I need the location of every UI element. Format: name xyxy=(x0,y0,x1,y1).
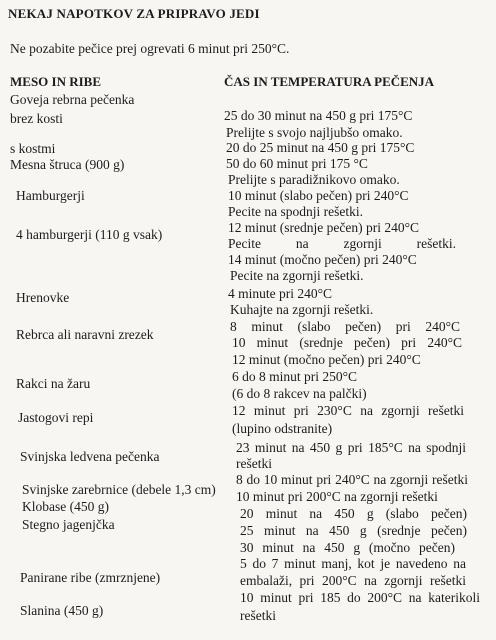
instruction-line: 10 minut (srednje pečen) pri 240°C xyxy=(232,335,462,350)
instruction-line: 20 minut na 450 g (slabo pečen) xyxy=(240,506,467,521)
food-item: Klobase (450 g) xyxy=(22,499,109,514)
instruction-line: 4 minute pri 240°C xyxy=(228,286,333,301)
intro-text: Ne pozabite pečice prej ogrevati 6 minut pri 250°C. xyxy=(10,41,290,56)
food-item: Rebrca ali naravni zrezek xyxy=(16,327,154,342)
instruction-line: 12 minut (močno pečen) pri 240°C xyxy=(232,352,421,367)
food-item: Goveja rebrna pečenka xyxy=(10,92,135,107)
instruction-line: 50 do 60 minut pri 175 °C xyxy=(226,156,368,171)
food-item: Rakci na žaru xyxy=(16,376,91,391)
instruction-line: 30 minut na 450 g (močno pečen) xyxy=(240,540,455,555)
instruction-line: (lupino odstranite) xyxy=(232,421,333,436)
instruction-line: 8 minut (slabo pečen) pri 240°C xyxy=(230,319,460,334)
food-item: s kostmi xyxy=(10,141,56,156)
instruction-line: 10 minut pri 185 do 200°C na katerikoli xyxy=(240,590,480,605)
header-time-temperature: ČAS IN TEMPERATURA PEČENJA xyxy=(224,74,435,89)
food-item: brez kosti xyxy=(10,111,63,126)
instruction-line: 10 minut (slabo pečen) pri 240°C xyxy=(228,188,409,203)
food-item: Stegno jagenjčka xyxy=(22,517,115,532)
food-item: Slanina (450 g) xyxy=(20,603,104,618)
instruction-line: embalaži, pri 200°C na zgornji rešetki xyxy=(240,573,466,588)
instruction-line: 10 minut pri 200°C na zgornji rešetki xyxy=(236,489,438,504)
instruction-line: Pecite na zgornji rešetki. xyxy=(230,268,364,283)
food-item: Mesna štruca (900 g) xyxy=(10,157,125,172)
food-item: Panirane ribe (zmrznjene) xyxy=(20,570,161,585)
food-item: Hamburgerji xyxy=(16,188,85,203)
instruction-line: 20 do 25 minut na 450 g pri 175°C xyxy=(226,140,415,155)
instruction-line: 25 do 30 minut na 450 g pri 175°C xyxy=(224,108,413,123)
instruction-line: 23 minut na 450 g pri 185°C na spodnji xyxy=(236,440,466,455)
instruction-line: rešetki xyxy=(240,608,276,623)
food-item: Hrenovke xyxy=(16,290,70,305)
instruction-line: Prelijte s paradižnikovo omako. xyxy=(228,172,400,187)
instruction-line: Pecite na zgornji rešetki. xyxy=(228,236,456,251)
instruction-line: 6 do 8 minut pri 250°C xyxy=(232,369,358,384)
header-meat-fish: MESO IN RIBE xyxy=(10,74,102,89)
instruction-line: 12 minut (srednje pečen) pri 240°C xyxy=(228,220,419,235)
instruction-line: 5 do 7 minut manj, kot je navedeno na xyxy=(240,556,466,571)
instruction-line: Prelijte s svojo najljubšo omako. xyxy=(226,125,403,140)
instruction-line: (6 do 8 rakcev na palčki) xyxy=(232,386,367,401)
instruction-line: 14 minut (močno pečen) pri 240°C xyxy=(228,252,417,267)
food-item: Jastogovi repi xyxy=(18,410,94,425)
instruction-line: 25 minut na 450 g (srednje pečen) xyxy=(240,523,467,538)
instruction-line: 12 minut pri 230°C na zgornji rešetki xyxy=(232,403,464,418)
food-item: Svinjske zarebrnice (debele 1,3 cm) xyxy=(22,482,216,497)
food-item: Svinjska ledvena pečenka xyxy=(20,449,160,464)
instruction-line: Kuhajte na zgornji rešetki. xyxy=(230,302,374,317)
instruction-line: rešetki xyxy=(236,456,272,471)
instruction-line: Pecite na spodnji rešetki. xyxy=(228,204,363,219)
food-item: 4 hamburgerji (110 g vsak) xyxy=(16,227,163,242)
instruction-line: 8 do 10 minut pri 240°C na zgornji rešetki xyxy=(236,472,468,487)
document-title: NEKAJ NAPOTKOV ZA PRIPRAVO JEDI xyxy=(8,6,260,21)
